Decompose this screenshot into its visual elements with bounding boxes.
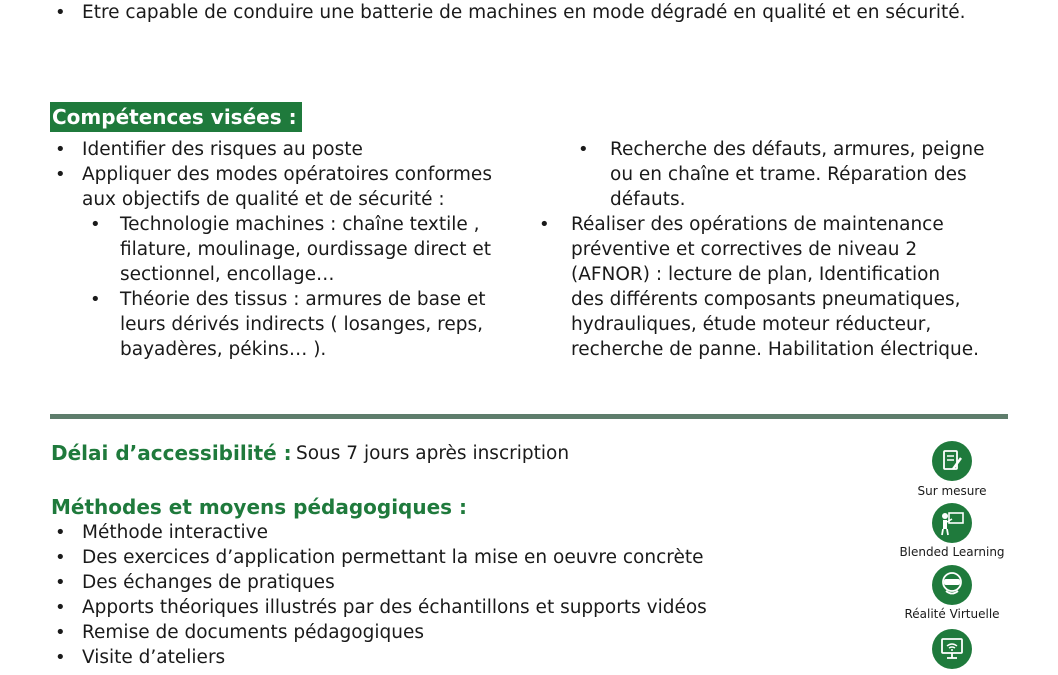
methode-item: Des exercices d’application permettant la mise en oeuvre concrète (82, 547, 704, 568)
methode-item: Remise de documents pédagogiques (82, 622, 424, 643)
bullet-marker: • (55, 597, 66, 618)
edit-document-icon (932, 441, 972, 481)
competence-subitem-continued: bayadères, pékins… ). (120, 339, 327, 360)
methode-item: Visite d’ateliers (82, 647, 226, 668)
section-divider (50, 414, 1008, 419)
competence-subitem-continued: ou en chaîne et trame. Réparation des (610, 164, 967, 185)
competence-subitem-continued: filature, moulinage, ourdissage direct et (120, 239, 491, 260)
competence-item-continued: (AFNOR) : lecture de plan, Identification (571, 264, 941, 285)
competences-heading: Compétences visées : (52, 105, 297, 129)
methode-item: Des échanges de pratiques (82, 572, 335, 593)
competence-item-continued: recherche de panne. Habilitation électrique. (571, 339, 980, 360)
monitor-wifi-icon (932, 629, 972, 669)
presenter-board-icon (932, 503, 972, 543)
competence-subitem: Technologie machines : chaîne textile , (120, 214, 480, 235)
bullet-marker: • (55, 572, 66, 593)
delai-label: Délai d’accessibilité : (51, 441, 292, 465)
top-bullet-text: Etre capable de conduire une batterie de machines en mode dégradé en qualité et en sécurité. (82, 2, 966, 23)
bullet-marker: • (90, 289, 101, 310)
delai-value: Sous 7 jours après inscription (296, 443, 570, 464)
methode-item: Apports théoriques illustrés par des échantillons et supports vidéos (82, 597, 707, 618)
competence-item-continued: des différents composants pneumatiques, (571, 289, 961, 310)
competence-item-continued: hydrauliques, étude moteur réducteur, (571, 314, 932, 335)
vr-headset-icon (932, 565, 972, 605)
competence-item: Identifier des risques au poste (82, 139, 363, 160)
badge-label-blended-learning: Blended Learning (899, 545, 1005, 559)
competence-subitem-continued: défauts. (610, 189, 686, 210)
competence-subitem: Recherche des défauts, armures, peigne (610, 139, 985, 160)
badge-label-sur-mesure: Sur mesure (917, 484, 987, 498)
competence-item-continued: préventive et correctives de niveau 2 (571, 239, 918, 260)
bullet-marker: • (55, 139, 66, 160)
badge-label-realite-virtuelle: Réalité Virtuelle (904, 607, 1000, 621)
bullet-marker: • (578, 139, 589, 160)
competence-subitem-continued: sectionnel, encollage… (120, 264, 335, 285)
competence-item: Appliquer des modes opératoires conformes (82, 164, 492, 185)
bullet-marker: • (539, 214, 550, 235)
bullet-marker: • (55, 2, 66, 23)
competence-item-continued: aux objectifs de qualité et de sécurité : (82, 189, 445, 210)
competence-item: Réaliser des opérations de maintenance (571, 214, 944, 235)
bullet-marker: • (55, 164, 66, 185)
methode-item: Méthode interactive (82, 522, 268, 543)
bullet-marker: • (55, 522, 66, 543)
methodes-heading: Méthodes et moyens pédagogiques : (51, 495, 468, 519)
bullet-marker: • (90, 214, 101, 235)
bullet-marker: • (55, 647, 66, 668)
competence-subitem: Théorie des tissus : armures de base et (120, 289, 486, 310)
bullet-marker: • (55, 547, 66, 568)
bullet-marker: • (55, 622, 66, 643)
competence-subitem-continued: leurs dérivés indirects ( losanges, reps, (120, 314, 483, 335)
